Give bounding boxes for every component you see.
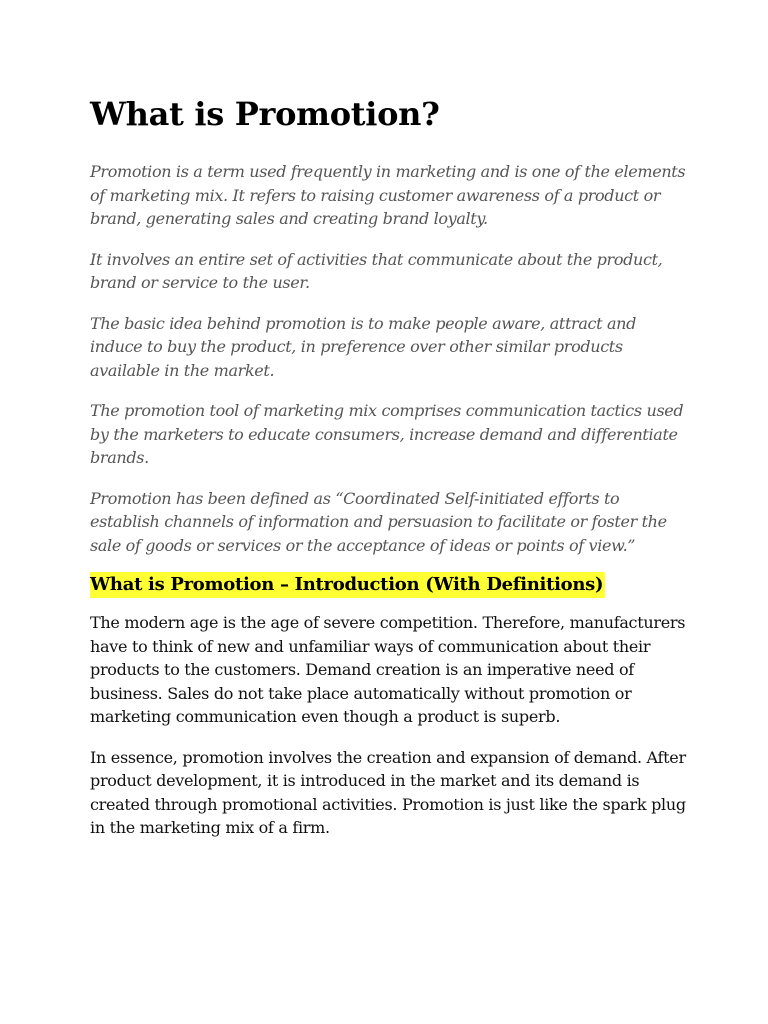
intro-paragraph: Promotion has been defined as “Coordinated Self-initiated efforts to establish channels of information and persuasion to facilitate or foster the sale of goods or services or the acceptance of ideas or points of view.” [90, 488, 667, 555]
page-title: What is Promotion? [90, 95, 440, 133]
intro-paragraph: The basic idea behind promotion is to make people aware, attract and induce to buy the product, in preference over other similar products available in the market. [90, 313, 636, 380]
body-paragraph: In essence, promotion involves the creation and expansion of demand. After product development, it is introduced in the market and its demand is created through promotional activities. Promotion is just like the spark plug in the marketing mix of a firm. [90, 747, 686, 837]
intro-paragraph: The promotion tool of marketing mix comprises communication tactics used by the marketers to educate consumers, increase demand and differentiate brands. [90, 401, 684, 467]
intro-paragraph: It involves an entire set of activities that communicate about the product, brand or service to the user. [90, 249, 663, 292]
body-paragraph: The modern age is the age of severe competition. Therefore, manufacturers have to think of new and unfamiliar ways of communication about their products to the customers. Demand creation is an imperative need of business. Sales do not take place automatically without promotion or marketing communication even though a product is superb. [90, 613, 686, 726]
intro-paragraph: Promotion is a term used frequently in marketing and is one of the elements of marketing mix. It refers to raising customer awareness of a product or brand, generating sales and creating brand loyalty. [90, 162, 686, 228]
body-section [90, 611, 690, 840]
intro-section [90, 160, 690, 557]
document-page [90, 88, 690, 857]
highlighted-subheading: What is Promotion – Introduction (With Definitions) [90, 572, 605, 598]
